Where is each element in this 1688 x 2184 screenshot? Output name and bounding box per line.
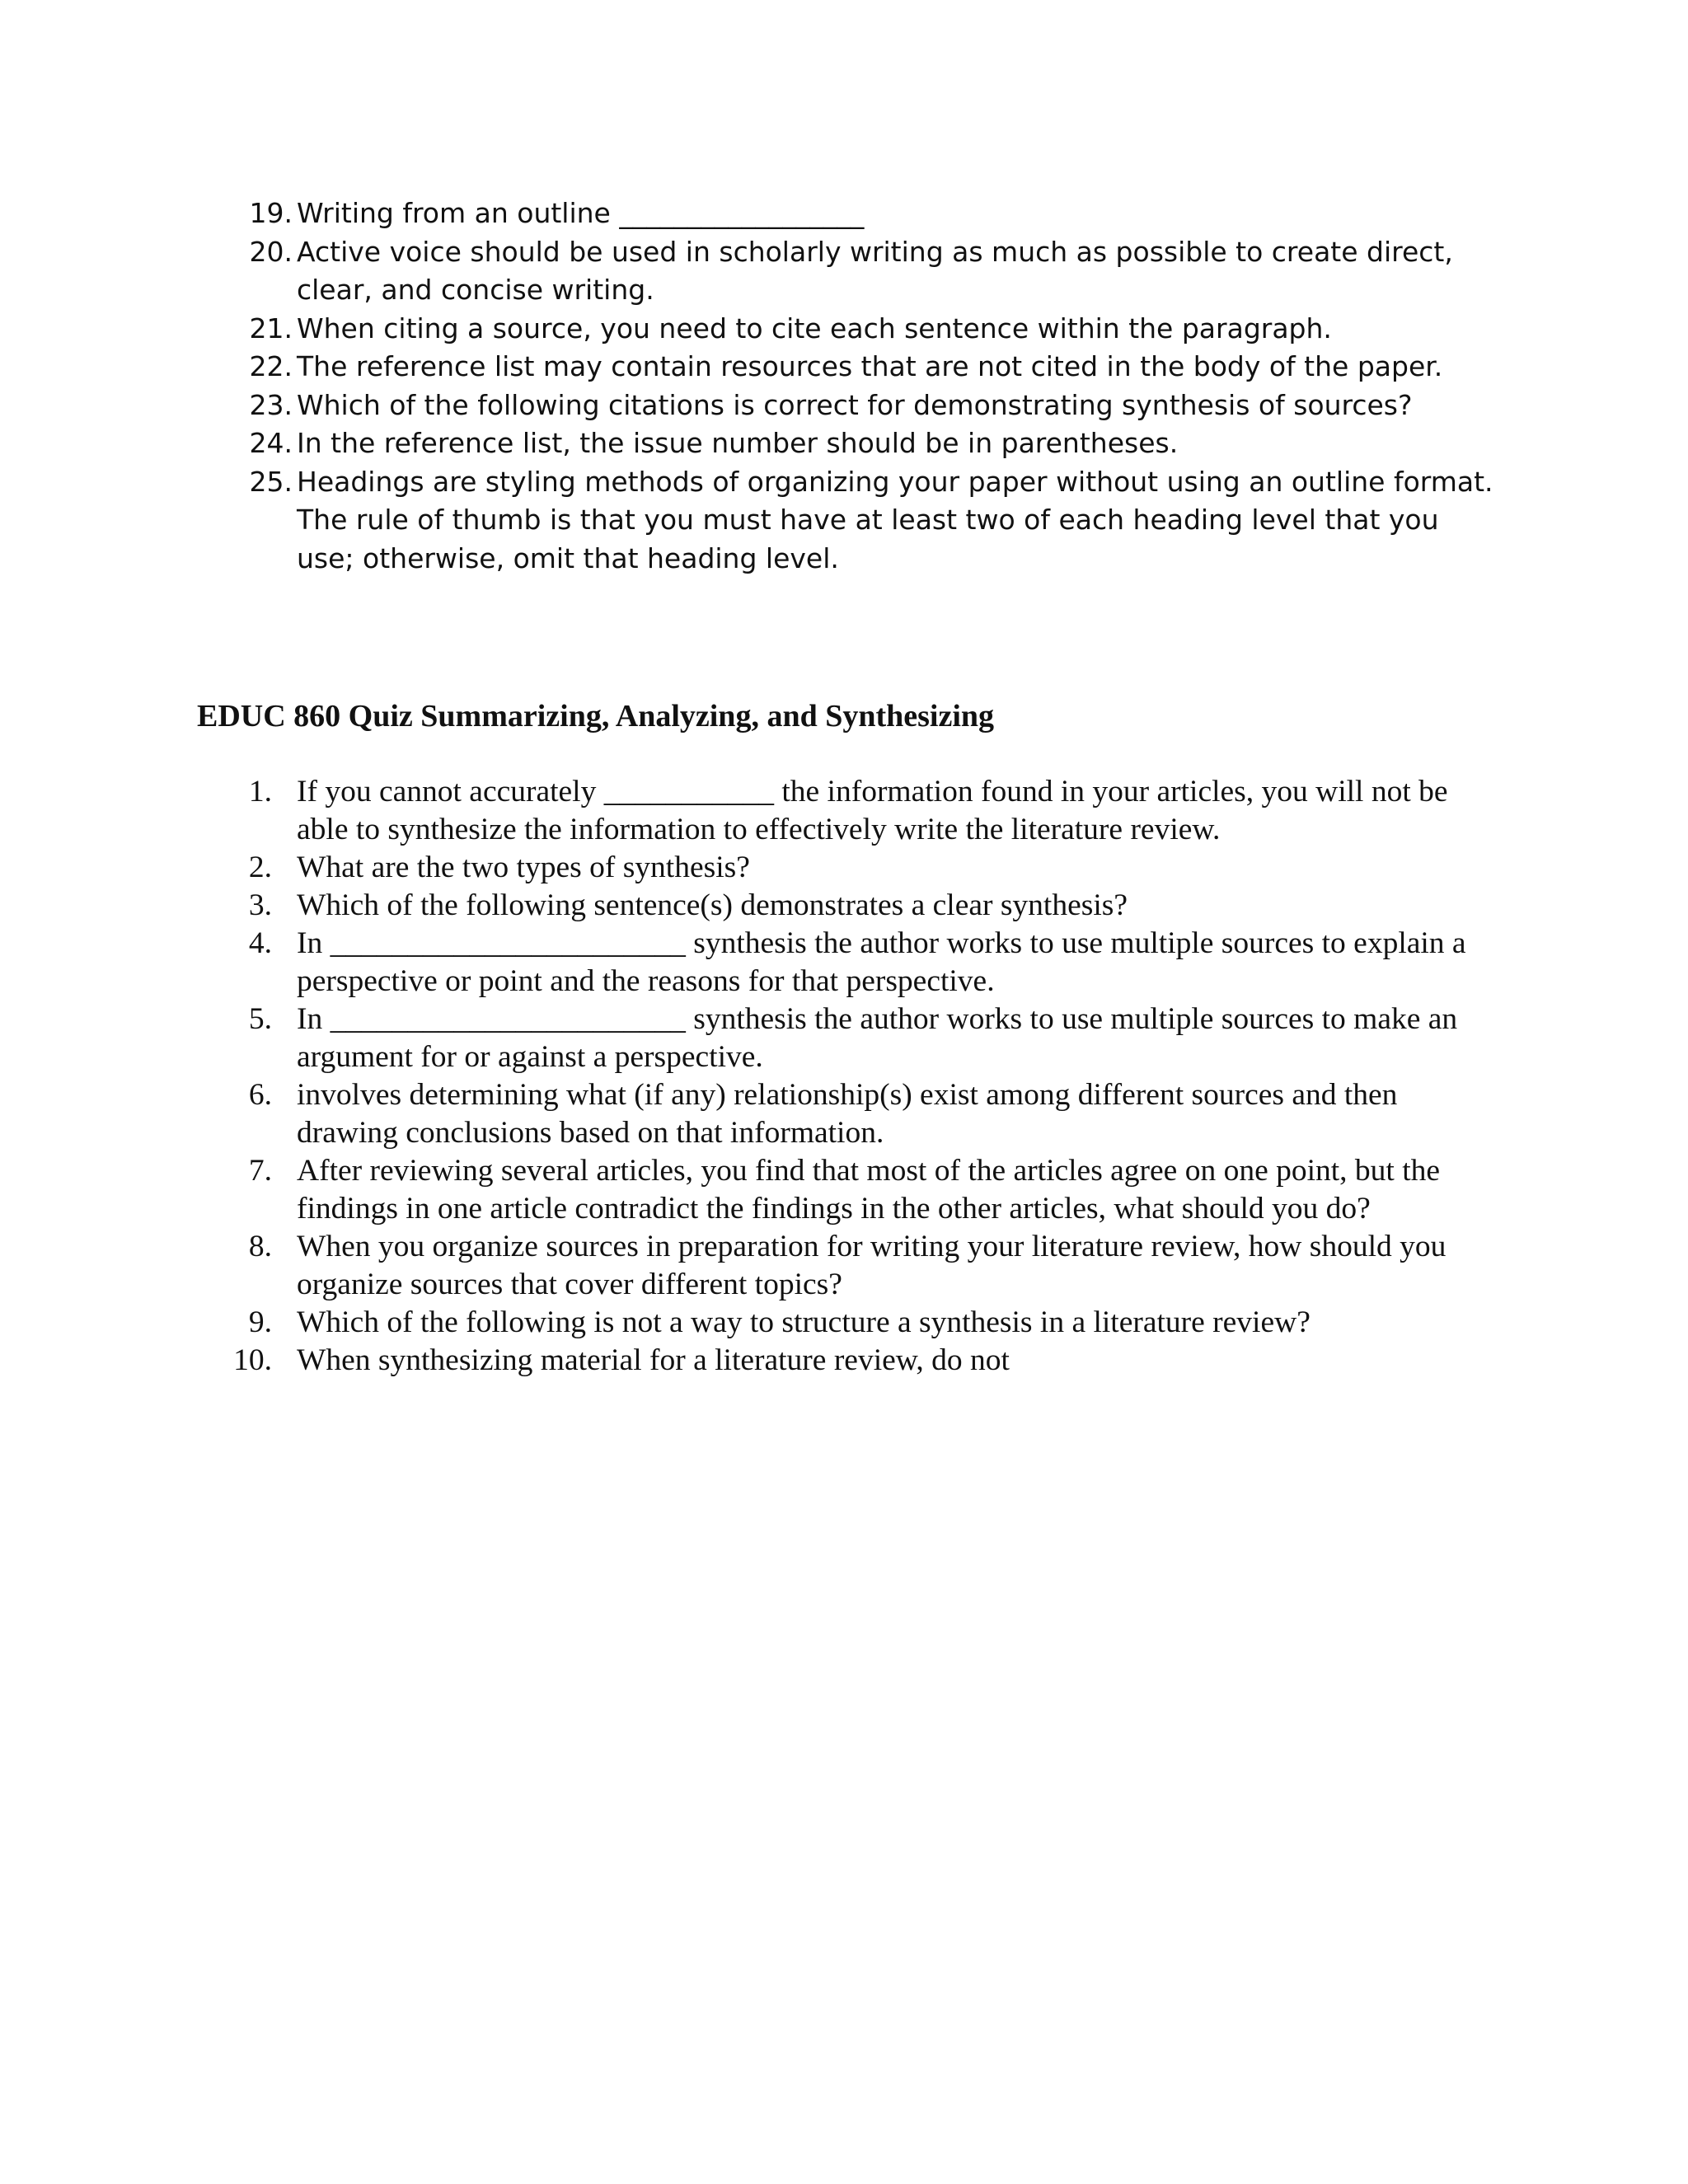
list-item	[233, 1342, 1492, 1380]
item-number: 9.	[248, 1305, 272, 1339]
list-item	[247, 233, 1500, 310]
list-item	[239, 849, 1492, 887]
list-item	[239, 925, 1492, 1001]
list-item	[247, 463, 1500, 579]
item-text: When citing a source, you need to cite each sentence within the paragraph.	[297, 312, 1332, 344]
item-text: Active voice should be used in scholarly writing as much as possible to create direct, clear, and concise writing.	[297, 235, 1453, 306]
item-number: 8.	[248, 1230, 272, 1263]
item-number: 2.	[248, 851, 272, 884]
item-number: 25.	[249, 465, 293, 498]
list-item	[239, 887, 1492, 925]
list-item	[247, 424, 1500, 463]
list-item	[247, 348, 1500, 387]
item-number: 20.	[249, 235, 293, 268]
item-text: Headings are styling methods of organizing your paper without using an outline format. The rule of thumb is that you must have at least two of each heading level that you use; otherwise, omit that heading level.	[297, 465, 1493, 574]
quiz-question-list	[233, 773, 1492, 1380]
item-number: 4.	[248, 926, 272, 960]
item-number: 1.	[248, 775, 272, 808]
item-text: In the reference list, the issue number should be in parentheses.	[297, 427, 1179, 459]
item-number: 3.	[248, 888, 272, 922]
item-text: Which of the following is not a way to structure a synthesis in a literature review?	[297, 1305, 1311, 1339]
item-text: The reference list may contain resources that are not cited in the body of the paper.	[297, 350, 1443, 382]
item-text: When you organize sources in preparation for writing your literature review, how should you organize sources that cover different topics?	[297, 1230, 1447, 1301]
item-text: In _______________________ synthesis the author works to use multiple sources to explain a perspective or point and the reasons for that perspective.	[297, 926, 1466, 998]
item-number: 7.	[248, 1154, 272, 1188]
list-item	[239, 1228, 1492, 1304]
item-text: What are the two types of synthesis?	[297, 851, 750, 884]
item-text: Writing from an outline __________________	[297, 197, 865, 229]
item-number: 19.	[249, 197, 293, 229]
list-item	[239, 1304, 1492, 1342]
item-text: involves determining what (if any) relationship(s) exist among different sources and then drawing conclusions based on that information.	[297, 1078, 1398, 1150]
item-number: 21.	[249, 312, 293, 344]
list-item	[239, 1001, 1492, 1076]
list-item	[247, 194, 1500, 233]
item-text: In _______________________ synthesis the author works to use multiple sources to make an argument for or against a perspective.	[297, 1002, 1458, 1074]
item-number: 5.	[248, 1002, 272, 1036]
item-number: 22.	[249, 350, 293, 382]
item-text: After reviewing several articles, you find that most of the articles agree on one point, but the findings in one article contradict the findings in the other articles, what should you do?	[297, 1154, 1441, 1226]
item-text: When synthesizing material for a literature review, do not	[297, 1343, 1010, 1377]
item-text: If you cannot accurately ___________ the information found in your articles, you will not be able to synthesize the information to effectively write the literature review.	[297, 775, 1448, 846]
quiz-title: EDUC 860 Quiz Summarizing, Analyzing, and Synthesizing	[197, 699, 995, 733]
list-item	[239, 1152, 1492, 1228]
item-number: 23.	[249, 388, 293, 421]
item-number: 10.	[233, 1343, 272, 1377]
item-number: 6.	[248, 1078, 272, 1112]
item-number: 24.	[249, 427, 293, 459]
list-item	[247, 310, 1500, 349]
list-item	[247, 387, 1500, 425]
list-item	[239, 773, 1492, 849]
continued-question-list	[247, 194, 1500, 578]
item-text: Which of the following citations is correct for demonstrating synthesis of sources?	[297, 388, 1413, 421]
list-item	[239, 1076, 1492, 1152]
item-text: Which of the following sentence(s) demonstrates a clear synthesis?	[297, 888, 1128, 922]
